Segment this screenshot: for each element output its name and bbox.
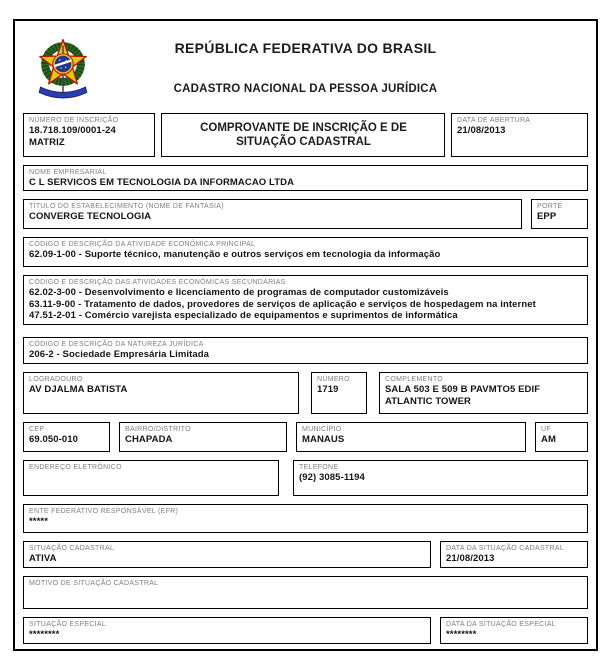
field-label: COMPLEMENTO xyxy=(385,376,444,383)
field-value: 206-2 - Sociedade Empresária Limitada xyxy=(29,349,210,360)
field-label: NÚMERO xyxy=(317,376,350,383)
page-subtitle: CADASTRO NACIONAL DA PESSOA JURÍDICA xyxy=(173,83,438,95)
field-atividade-principal xyxy=(23,237,588,267)
cnpj-certificate xyxy=(13,19,598,651)
field-numero-inscricao xyxy=(23,113,155,157)
field-label: ENTE FEDERATIVO RESPONSÁVEL (EFR) xyxy=(29,508,179,515)
field-value: 69.050-010 xyxy=(29,434,79,445)
row-motivo-situacao xyxy=(23,576,588,609)
field-label: ENDEREÇO ELETRÔNICO xyxy=(29,464,122,471)
field-value: ******** xyxy=(446,629,477,640)
field-cep xyxy=(23,422,110,452)
field-atividades-secundarias xyxy=(23,275,588,325)
field-value: MANAUS xyxy=(302,434,345,445)
field-value-line: 47.51-2-01 - Comércio varejista especializado de equipamentos e suprimentos de informática xyxy=(29,310,458,321)
certificate-title: COMPROVANTE DE INSCRIÇÃO E DE SITUAÇÃO CADASTRAL xyxy=(200,122,407,148)
field-value: CHAPADA xyxy=(125,434,173,445)
row-atividade-principal xyxy=(23,237,588,267)
row-natureza-juridica xyxy=(23,337,588,364)
row-efr xyxy=(23,504,588,533)
field-bairro xyxy=(119,422,287,452)
brazil-coat-of-arms-icon xyxy=(30,32,96,104)
field-porte xyxy=(531,199,588,229)
field-municipio xyxy=(296,422,526,452)
field-telefone xyxy=(293,460,588,496)
field-value: (92) 3085-1194 xyxy=(299,472,365,483)
field-value: ******** xyxy=(29,629,60,640)
field-label: DATA DE ABERTURA xyxy=(457,117,531,124)
field-nome-empresarial xyxy=(23,165,588,191)
field-label: LOGRADOURO xyxy=(29,376,83,383)
field-situacao-cadastral xyxy=(23,541,431,568)
field-label: NOME EMPRESARIAL xyxy=(29,169,107,176)
field-value-line: 63.11-9-00 - Tratamento de dados, provedores de serviços de aplicação e serviços de hospedagem na internet xyxy=(29,298,536,310)
field-label: CÓDIGO E DESCRIÇÃO DAS ATIVIDADES ECONÔMICAS SECUNDÁRIAS xyxy=(29,279,286,286)
field-logradouro xyxy=(23,372,299,414)
row-titulo-porte xyxy=(23,199,588,229)
page-title: REPÚBLICA FEDERATIVA DO BRASIL xyxy=(174,40,437,56)
row-nome-empresarial xyxy=(23,165,588,191)
field-value: AM xyxy=(541,434,556,445)
field-label: SITUAÇÃO CADASTRAL xyxy=(29,545,115,552)
row-cep-municipio xyxy=(23,422,588,452)
field-value: 1719 xyxy=(317,384,339,395)
field-value: SALA 503 E 509 B PAVMTO5 EDIF ATLANTIC TOWER xyxy=(385,384,541,407)
field-label: SITUAÇÃO ESPECIAL xyxy=(29,621,107,628)
row-endereco xyxy=(23,372,588,414)
field-label: UF xyxy=(541,426,551,433)
document-header xyxy=(23,27,588,113)
certificate-title-box xyxy=(161,113,445,157)
field-complemento xyxy=(379,372,588,414)
field-label: TÍTULO DO ESTABELECIMENTO (NOME DE FANTASIA) xyxy=(29,203,224,210)
field-value: 18.718.109/0001-24 xyxy=(29,125,116,136)
field-numero xyxy=(311,372,367,414)
field-value: CONVERGE TECNOLOGIA xyxy=(29,211,152,222)
field-value-matriz: MATRIZ xyxy=(29,136,65,148)
row-inscricao xyxy=(23,113,588,157)
field-data-situacao-especial xyxy=(440,617,588,644)
field-value: ATIVA xyxy=(29,553,57,564)
field-value: ***** xyxy=(29,516,48,527)
field-data-abertura xyxy=(451,113,588,157)
field-efr xyxy=(23,504,588,533)
field-motivo-situacao xyxy=(23,576,588,609)
field-label: MOTIVO DE SITUAÇÃO CADASTRAL xyxy=(29,580,159,587)
row-situacao-cadastral xyxy=(23,541,588,568)
field-label: DATA DA SITUAÇÃO ESPECIAL xyxy=(446,621,556,628)
field-label: NÚMERO DE INSCRIÇÃO xyxy=(29,117,119,124)
field-value: 21/08/2013 xyxy=(446,553,495,564)
field-value: EPP xyxy=(537,211,557,222)
field-uf xyxy=(535,422,588,452)
field-label: DATA DA SITUAÇÃO CADASTRAL xyxy=(446,545,565,552)
field-label: CÓDIGO E DESCRIÇÃO DA NATUREZA JURÍDICA xyxy=(29,341,204,348)
field-natureza-juridica xyxy=(23,337,588,364)
field-value: C L SERVICOS EM TECNOLOGIA DA INFORMACAO LTDA xyxy=(29,177,295,188)
field-data-situacao-cadastral xyxy=(440,541,588,568)
row-atividades-secundarias xyxy=(23,275,588,325)
field-label: CÓDIGO E DESCRIÇÃO DA ATIVIDADE ECONÔMICA PRINCIPAL xyxy=(29,241,256,248)
field-label: CEP xyxy=(29,426,45,433)
field-value: AV DJALMA BATISTA xyxy=(29,384,128,395)
field-value: 62.09-1-00 - Suporte técnico, manutenção e outros serviços em tecnologia da informação xyxy=(29,249,441,260)
row-situacao-especial xyxy=(23,617,588,644)
field-label: BAIRRO/DISTRITO xyxy=(125,426,191,433)
field-titulo-estabelecimento xyxy=(23,199,522,229)
field-label: PORTE xyxy=(537,203,563,210)
row-contato xyxy=(23,460,588,496)
field-value: 21/08/2013 xyxy=(457,125,506,136)
field-value-line: 62.02-3-00 - Desenvolvimento e licenciamento de programas de computador customizáveis xyxy=(29,287,449,298)
field-label: MUNICÍPIO xyxy=(302,426,342,433)
field-situacao-especial xyxy=(23,617,431,644)
field-endereco-eletronico xyxy=(23,460,279,496)
field-label: TELEFONE xyxy=(299,464,339,471)
